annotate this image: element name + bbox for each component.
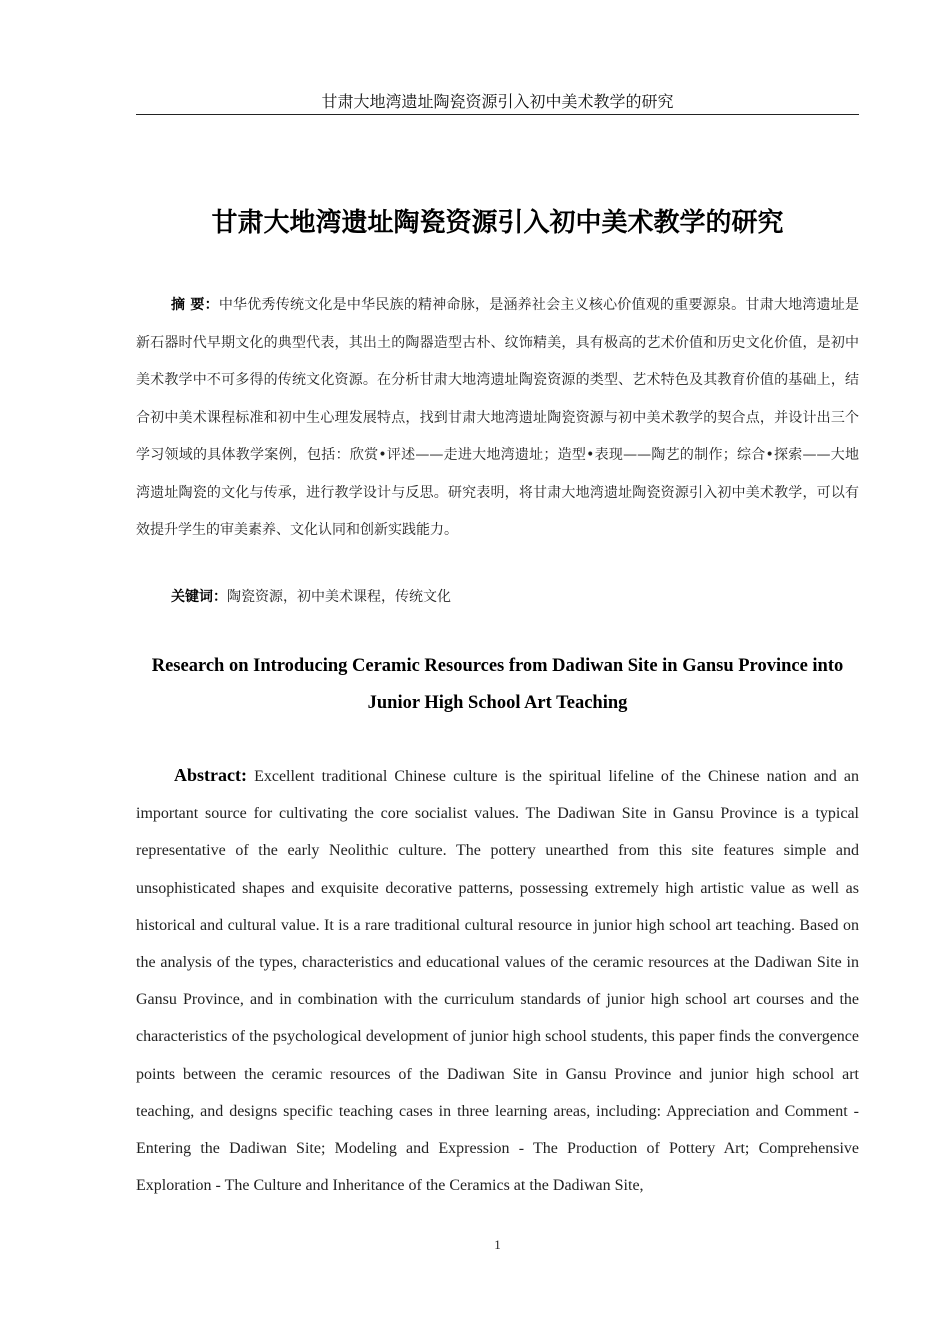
- english-abstract: [136, 757, 859, 1204]
- chinese-abstract-text: 中华优秀传统文化是中华民族的精神命脉，是涵养社会主义核心价值观的重要源泉。甘肃大地湾遗址是新石器时代早期文化的典型代表，其出土的陶器造型古朴、纹饰精美，具有极高的艺术价值和历史文化价值，是初中美术教学中不可多得的传统文化资源。在分析甘肃大地湾遗址陶瓷资源的类型、艺术特色及其教育价值的基础上，结合初中美术课程标准和初中生心理发展特点，找到甘肃大地湾遗址陶瓷资源与初中美术教学的契合点，并设计出三个学习领域的具体教学案例，包括：欣赏•评述——走进大地湾遗址；造型•表现——陶艺的制作；综合•探索——大地湾遗址陶瓷的文化与传承，进行教学设计与反思。研究表明，将甘肃大地湾遗址陶瓷资源引入初中美术教学，可以有效提升学生的审美素养、文化认同和创新实践能力。: [136, 297, 860, 538]
- chinese-title: 甘肃大地湾遗址陶瓷资源引入初中美术教学的研究: [211, 208, 784, 238]
- chinese-keywords: [136, 582, 859, 612]
- running-header: 甘肃大地湾遗址陶瓷资源引入初中美术教学的研究: [321, 92, 674, 111]
- chinese-keywords-label: 关键词：: [171, 589, 227, 605]
- english-abstract-text: Excellent traditional Chinese culture is the spiritual lifeline of the Chinese nation and an important source for cultivating the core socialist values. The Dadiwan Site in Gansu Province is a typical representative of the early Neolithic culture. The pottery unearthed from this site features simple and unsophisticated shapes and exquisite decorative patterns, possessing extremely high artistic value as well as historical and cultural value. It is a rare traditional cultural resource in junior high school art teaching. Based on the analysis of the types, characteristics and educational values of the ceramic resources at the Dadiwan Site in Gansu Province, and in combination with the curriculum standards of junior high school art courses and the characteristics of the psychological development of junior high school students, this paper finds the convergence points between the ceramic resources of the Dadiwan Site in Gansu Province and junior high school art teaching, and designs specific teaching cases in three learning areas, including: Appreciation and Comment - Entering the Dadiwan Site; Modeling and Expression - The Production of Pottery Art; Comprehensive Exploration - The Culture and Inheritance of the Ceramics at the Dadiwan Site,: [136, 768, 859, 1195]
- chinese-keywords-text: 陶瓷资源，初中美术课程，传统文化: [227, 589, 451, 605]
- chinese-abstract-label: 摘 要：: [171, 297, 219, 313]
- english-abstract-label: Abstract:: [174, 765, 247, 785]
- page-number: 1: [494, 1237, 501, 1252]
- header-divider: [136, 114, 859, 115]
- english-title: Research on Introducing Ceramic Resources from Dadiwan Site in Gansu Province into Junior High School Art Teaching: [151, 656, 844, 713]
- chinese-abstract: [136, 287, 859, 550]
